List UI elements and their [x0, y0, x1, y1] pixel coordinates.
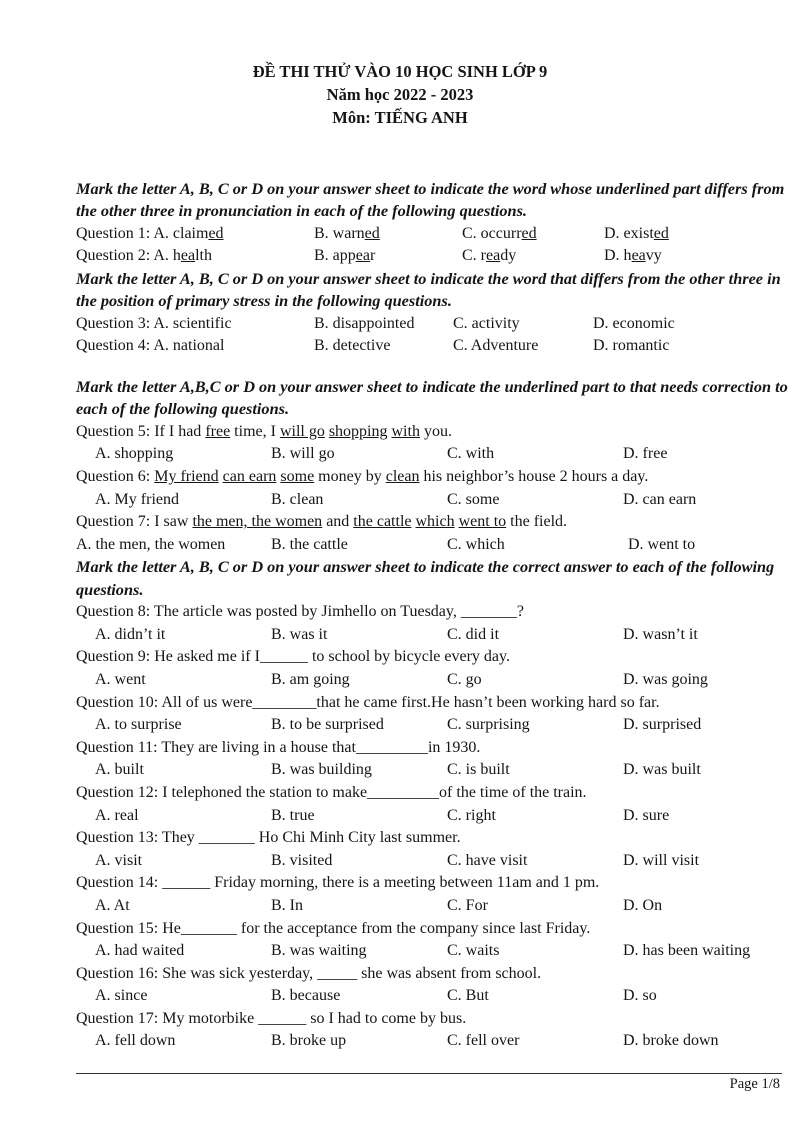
question-10-option-a: A. to surprise: [95, 716, 182, 734]
question-4-option-a: Question 4: A. national: [76, 337, 225, 355]
question-4-option-d: D. romantic: [593, 337, 670, 355]
question-14-options: [76, 895, 788, 918]
question-1: [76, 223, 788, 246]
exam-title: ĐỀ THI THỬ VÀO 10 HỌC SINH LỚP 9: [252, 62, 548, 81]
question-2-option-b: B. appear: [314, 247, 376, 265]
question-7-option-b: B. the cattle: [271, 535, 348, 553]
question-6-option-d: D. can earn: [623, 490, 697, 508]
question-10-option-c: C. surprising: [447, 716, 530, 734]
question-11-option-b: B. was building: [271, 761, 372, 779]
question-3-option-b: B. disappointed: [314, 314, 415, 332]
section-3-instruction: Mark the letter A,B,C or D on your answer sheet to indicate the underlined part to that needs correction to each of the following questions.: [76, 377, 788, 419]
question-12-option-b: B. true: [271, 806, 315, 824]
question-12-option-a: A. real: [95, 806, 139, 824]
question-11-option-d: D. was built: [623, 761, 701, 779]
question-8-option-b: B. was it: [271, 625, 328, 643]
footer-divider: [76, 1073, 782, 1074]
question-17-options: [76, 1030, 788, 1053]
question-3-option-a: Question 3: A. scientific: [76, 314, 232, 332]
question-6-option-c: C. some: [447, 490, 500, 508]
question-10-option-d: D. surprised: [623, 716, 702, 734]
question-13-option-d: D. will visit: [623, 851, 700, 869]
question-4-option-c: C. Adventure: [453, 337, 539, 355]
question-17: Question 17: My motorbike ______ so I had to come by bus.: [76, 1009, 467, 1027]
question-16-options: [76, 985, 788, 1008]
question-15: Question 15: He_______ for the acceptance from the company since last Friday.: [76, 919, 591, 937]
question-15-options: [76, 940, 788, 963]
question-13-option-a: A. visit: [95, 851, 143, 869]
exam-header: [0, 60, 800, 129]
question-11-option-a: A. built: [95, 761, 144, 779]
question-15-option-d: D. has been waiting: [623, 942, 751, 960]
question-12-options: [76, 805, 788, 828]
question-17-option-d: D. broke down: [623, 1032, 719, 1050]
question-6-option-b: B. clean: [271, 490, 324, 508]
question-17-option-a: A. fell down: [95, 1032, 176, 1050]
question-17-option-c: C. fell over: [447, 1032, 520, 1050]
question-2-option-d: D. heavy: [604, 247, 662, 265]
question-15-option-a: A. had waited: [95, 942, 185, 960]
question-10-option-b: B. to be surprised: [271, 716, 384, 734]
question-1-option-b: B. warned: [314, 224, 380, 242]
question-11-options: [76, 759, 788, 782]
question-15-option-b: B. was waiting: [271, 942, 367, 960]
question-13-options: [76, 850, 788, 873]
question-3: [76, 313, 788, 336]
section-spacer: [76, 358, 788, 376]
question-10-options: [76, 714, 788, 737]
question-3-option-d: D. economic: [593, 314, 675, 332]
question-7-option-d: D. went to: [628, 535, 696, 553]
question-10: Question 10: All of us were________that he came first.He hasn’t been working hard so far.: [76, 693, 660, 711]
question-8-option-d: D. wasn’t it: [623, 625, 698, 643]
subject: Môn: TIẾNG ANH: [332, 108, 468, 127]
question-7-options: [76, 534, 788, 557]
question-2-option-a: Question 2: A. health: [76, 247, 212, 265]
question-14-option-b: B. In: [271, 896, 303, 914]
question-11: Question 11: They are living in a house that_________in 1930.: [76, 738, 481, 756]
question-13: Question 13: They _______ Ho Chi Minh City last summer.: [76, 829, 461, 847]
question-5: Question 5: If I had free time, I will go shopping with you.: [76, 422, 452, 440]
question-6: Question 6: My friend can earn some money by clean his neighbor’s house 2 hours a day.: [76, 468, 649, 485]
question-13-option-b: B. visited: [271, 851, 333, 869]
question-9-option-b: B. am going: [271, 670, 350, 688]
page-number: Page 1/8: [729, 1076, 780, 1092]
question-2: [76, 245, 788, 268]
school-year: Năm học 2022 - 2023: [326, 85, 474, 104]
question-8-option-c: C. did it: [447, 625, 500, 643]
question-13-option-c: C. have visit: [447, 851, 528, 869]
question-15-option-c: C. waits: [447, 942, 500, 960]
question-1-option-d: D. existed: [604, 224, 669, 242]
question-9-options: [76, 669, 788, 692]
question-4: [76, 335, 788, 358]
section-2-instruction: Mark the letter A, B, C or D on your answer sheet to indicate the word that differs from the other three in the position of primary stress in the following questions.: [76, 269, 781, 311]
question-7-option-c: C. which: [447, 535, 505, 553]
question-6-option-a: A. My friend: [95, 490, 179, 508]
question-8-option-a: A. didn’t it: [95, 625, 166, 643]
question-9-option-d: D. was going: [623, 670, 708, 688]
question-8: Question 8: The article was posted by Jimhello on Tuesday, _______?: [76, 603, 524, 621]
question-16-option-b: B. because: [271, 987, 341, 1005]
question-7-option-a: A. the men, the women: [76, 535, 226, 553]
question-16-option-d: D. so: [623, 987, 657, 1005]
question-9-option-a: A. went: [95, 670, 146, 688]
question-12: Question 12: I telephoned the station to make_________of the time of the train.: [76, 783, 587, 801]
exam-content: [76, 178, 788, 1053]
question-14: Question 14: ______ Friday morning, there is a meeting between 11am and 1 pm.: [76, 874, 600, 892]
question-14-option-d: D. On: [623, 896, 663, 914]
question-12-option-d: D. sure: [623, 806, 670, 824]
question-6-options: [76, 489, 788, 512]
question-9: Question 9: He asked me if I______ to school by bicycle every day.: [76, 648, 510, 666]
question-2-option-c: C. ready: [462, 247, 517, 265]
question-14-option-c: C. For: [447, 896, 488, 914]
question-11-option-c: C. is built: [447, 761, 510, 779]
question-12-option-c: C. right: [447, 806, 496, 824]
question-16-option-a: A. since: [95, 987, 148, 1005]
question-5-option-d: D. free: [623, 445, 668, 463]
section-1-instruction: Mark the letter A, B, C or D on your answer sheet to indicate the word whose underlined part differs from the other three in pronunciation in each of the following questions.: [76, 179, 785, 221]
question-4-option-b: B. detective: [314, 337, 391, 355]
question-14-option-a: A. At: [95, 896, 130, 914]
question-5-option-c: C. with: [447, 445, 495, 463]
section-4-instruction: Mark the letter A, B, C or D on your answer sheet to indicate the correct answer to each of the following questions.: [76, 557, 775, 599]
question-16: Question 16: She was sick yesterday, _____ she was absent from school.: [76, 964, 542, 982]
question-17-option-b: B. broke up: [271, 1032, 347, 1050]
question-5-options: [76, 443, 788, 466]
question-5-option-b: B. will go: [271, 445, 335, 463]
question-1-option-a: Question 1: A. claimed: [76, 224, 224, 242]
question-16-option-c: C. But: [447, 987, 489, 1005]
question-8-options: [76, 624, 788, 647]
question-3-option-c: C. activity: [453, 314, 520, 332]
question-1-option-c: C. occurred: [462, 224, 537, 242]
question-5-option-a: A. shopping: [95, 445, 174, 463]
question-7: Question 7: I saw the men, the women and the cattle which went to the field.: [76, 513, 568, 531]
question-9-option-c: C. go: [447, 670, 482, 688]
